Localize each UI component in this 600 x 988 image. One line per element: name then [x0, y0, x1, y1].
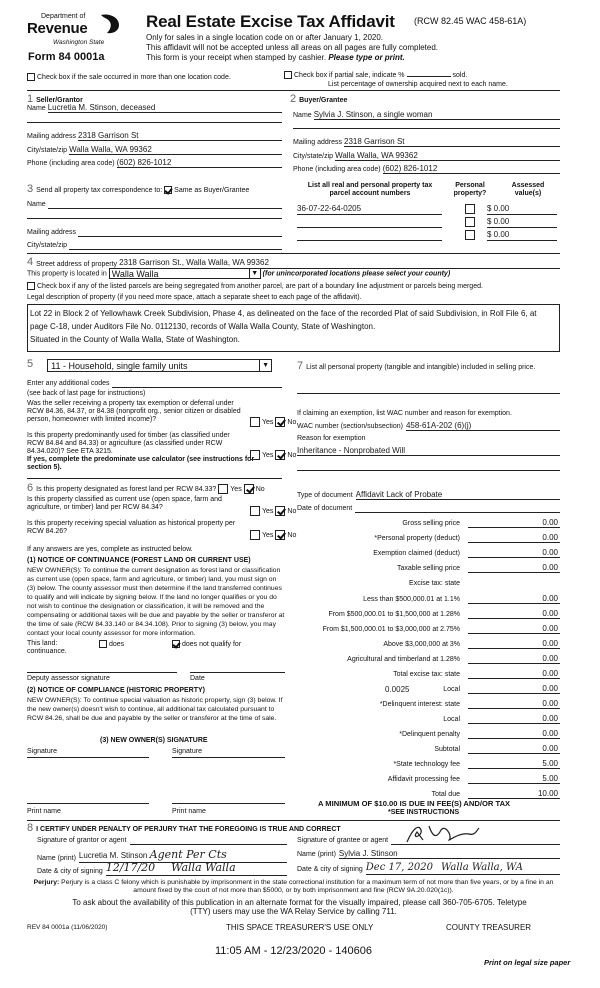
multi-location-checkbox[interactable]: [27, 73, 35, 81]
wa-logo-icon: [97, 13, 121, 35]
land-use-select[interactable]: 11 - Household, single family units ▼: [47, 359, 272, 372]
county-treasurer-label: COUNTY TREASURER: [446, 923, 532, 932]
deputy-date-label: Date: [190, 675, 205, 682]
reason-field[interactable]: Inheritance - Nonprobated Will: [297, 446, 560, 456]
timber-question: Is this property predominantly used for timber (as classified under RCW 84.84 and 84.33) or agriculture (as classified under RCW 84.34.020)? See ETA 3215. Yes No If yes, complete the predominate use calculator (see instructions for section 5).: [27, 432, 297, 472]
calc-value[interactable]: 0.00: [468, 639, 560, 649]
seller-phone-row: Phone (including area code) (602) 826-1012: [27, 158, 282, 168]
grantee-name-field[interactable]: Sylvia J. Stinson: [339, 849, 560, 859]
dept-line3: Washington State: [53, 39, 105, 46]
calc-value[interactable]: 0.00: [468, 609, 560, 619]
accessibility-note-2: (TTY) users may use the WA Relay Service by calling 711.: [190, 907, 397, 916]
buyer-heading: 2 Buyer/Grantee: [290, 93, 348, 105]
assessed-col-header: Assessed value(s): [511, 182, 545, 198]
deputy-signature-line[interactable]: [27, 672, 177, 673]
personal-property-checkbox[interactable]: [465, 204, 475, 214]
calc-value[interactable]: 10.00: [468, 789, 560, 799]
buyer-mailing-row: Mailing address 2318 Garrison St: [293, 137, 560, 147]
grantee-date-field[interactable]: Dec 17, 2020 Walla Walla, WA: [366, 862, 560, 875]
divider: [27, 478, 282, 479]
calc-value[interactable]: 0.00: [468, 684, 560, 694]
calc-label: Total excise tax: state: [393, 671, 460, 678]
partial-sold-label: sold.: [452, 71, 468, 79]
dept-line1: Department of: [41, 13, 86, 20]
personal-property-label: 7 List all personal property (tangible and intangible) included in selling price.: [297, 360, 536, 372]
calc-value[interactable]: 0.00: [468, 563, 560, 573]
grantor-signature-field[interactable]: [130, 836, 287, 845]
seller-name-field[interactable]: Lucretia M. Stinson, deceased: [48, 103, 282, 113]
does-not-checkbox[interactable]: [172, 640, 180, 648]
grantor-sig-row: Signature of grantor or agent: [37, 836, 287, 845]
perjury-note: Perjury: Perjury is a class C felony which is punishable by imprisonment in the state correctional institution for a maximum term of not more than five years, or by a fine in an amount fixed by the court of not more than $5000, or by both imprisonment and fine (RCW 9A.20.020(1c)).: [33, 879, 554, 894]
street-address-field[interactable]: 2318 Garrison St., Walla Walla, WA 99362: [119, 258, 560, 268]
legal-line: page C-18, under Auditors File No. 0112130, records of Walla Walla County, State of Washington.: [30, 322, 376, 331]
parcel-col-header: List all real and personal property tax parcel account numbers: [307, 182, 433, 198]
current-use-question: Is this property classified as current use (open space, farm and agriculture, or timber) land per RCW 84.34? Yes No: [27, 496, 297, 515]
divider: [27, 820, 560, 821]
grantor-date-row: Date & city of signing 12/17/20 Walla Walla: [37, 862, 287, 876]
corr-name-field[interactable]: [48, 200, 282, 209]
assessed-value-field[interactable]: $ 0.00: [487, 217, 557, 228]
seller-phone-field[interactable]: (602) 826-1012: [117, 158, 282, 168]
form-title-ref: (RCW 82.45 WAC 458-61A): [414, 16, 527, 26]
corr-line: [27, 218, 282, 219]
q1-yes-checkbox[interactable]: [250, 417, 260, 427]
deputy-signature-label: Deputy assessor signature: [27, 675, 110, 682]
form-number: Form 84 0001a: [28, 51, 105, 63]
parcel-row: [297, 230, 560, 242]
calc-label: Excise tax: state: [409, 580, 460, 587]
calc-label: Affidavit processing fee: [387, 776, 460, 783]
forest-question: 6 Is this property designated as forest land per RCW 84.33? Yes No: [27, 482, 265, 494]
owner-signature-line[interactable]: [172, 757, 285, 758]
accessibility-note-1: To ask about the availability of this publication in an alternate format for the visually impaired, please call 360-705-6705. Teletype: [72, 898, 527, 907]
q2-no-checkbox[interactable]: [275, 450, 285, 460]
corr-mailing-field[interactable]: [78, 228, 282, 237]
corr-name-row: Name: [27, 200, 282, 209]
local-rate: 0.0025: [385, 685, 410, 694]
calc-label: Local: [443, 686, 460, 693]
calc-value[interactable]: 0.00: [468, 729, 560, 739]
calc-label: Above $3,000,000 at 3%: [383, 641, 460, 648]
calc-label: Gross selling price: [402, 520, 460, 527]
located-label: This property is located in: [27, 270, 107, 278]
buyer-city-field[interactable]: Walla Walla, WA 99362: [335, 151, 560, 161]
seller-city-field[interactable]: Walla Walla, WA 99362: [69, 145, 282, 155]
calc-label: Total due: [431, 791, 460, 798]
legal-description-field[interactable]: [27, 304, 560, 352]
partial-note: List percentage of ownership acquired next to each name.: [328, 81, 508, 88]
grantor-name-field[interactable]: Lucretia M. Stinson Agent Per Cts: [79, 849, 287, 863]
legal-label: Legal description of property (if you need more space, attach a separate sheet to each page of the affidavit).: [27, 294, 362, 301]
calc-value[interactable]: 5.00: [468, 774, 560, 784]
print-name-label: Print name: [172, 808, 206, 815]
dor-logo: [27, 13, 127, 47]
divider: [27, 90, 560, 91]
notice-continuance-body: NEW OWNER(S): To continue the current designation as forest land or classification as current use (open space, farm and agriculture, or timber) land, you must sign on (3) below. The county assessor must then determine if the land transferred continues to qualify and will indicate by signing below. If the land no longer qualifies or you do not wish to continue the designation or classification, it will be removed and the compensating or additional taxes will be due and payable by the seller or transferor at the time of sale (RCW 84.33.140 or 84.34.108). Prior to signing (3) below, you may contact your local county assessor for more information.: [27, 567, 285, 637]
segregated-checkbox[interactable]: [27, 282, 35, 290]
wac-row: WAC number (section/subsection) 458-61A-202 (6)(j): [297, 421, 560, 431]
buyer-phone-row: Phone (including area code) (602) 826-1012: [293, 164, 560, 174]
calc-value[interactable]: 0.00: [468, 548, 560, 558]
calc-label: Agricultural and timberland at 1.28%: [347, 656, 460, 663]
chevron-down-icon[interactable]: ▼: [259, 360, 271, 371]
location-note: (for unincorporated locations please select your county): [262, 270, 451, 278]
legal-line: Situated in the County of Walla Walla, State of Washington.: [30, 335, 240, 344]
calc-value[interactable]: 5.00: [468, 759, 560, 769]
print-name-line[interactable]: [172, 803, 285, 804]
doc-date-row: Date of document: [297, 505, 560, 513]
historic-question: Is this property receiving special valuation as historical property per RCW 84.26? Yes No: [27, 520, 297, 539]
legal-size-note: Print on legal size paper: [484, 958, 571, 967]
buyer-name-line2: [293, 128, 560, 129]
cu-yes-checkbox[interactable]: [250, 506, 260, 516]
calc-label: *Delinquent interest: state: [379, 701, 460, 708]
print-name-label: Print name: [27, 808, 61, 815]
owner-signature-line[interactable]: [27, 757, 149, 758]
multi-location-label: Check box if the sale occurred in more than one location code.: [37, 73, 231, 81]
calc-value[interactable]: 0.00: [468, 669, 560, 679]
grantor-date-field[interactable]: 12/17/20 Walla Walla: [106, 862, 287, 876]
location-row: [27, 268, 560, 279]
parcel-row: [297, 217, 560, 229]
personal-property-checkbox[interactable]: [465, 230, 475, 240]
wac-number-field[interactable]: 458-61A-202 (6)(j): [406, 421, 560, 431]
additional-codes-field[interactable]: [112, 380, 283, 388]
chevron-down-icon[interactable]: ▼: [249, 269, 260, 278]
grantor-handwritten-note: Agent Per Cts: [149, 848, 227, 861]
q2-yes-checkbox[interactable]: [250, 450, 260, 460]
form-title: Real Estate Excise Tax Affidavit: [146, 12, 395, 31]
q1-no-checkbox[interactable]: [275, 417, 285, 427]
buyer-city-row: City/state/zip Walla Walla, WA 99362: [293, 151, 560, 161]
buyer-mailing-field[interactable]: 2318 Garrison St: [344, 137, 560, 147]
calc-value[interactable]: 0.00: [468, 624, 560, 634]
calc-value[interactable]: 0.00: [468, 594, 560, 604]
treasurer-use-label: THIS SPACE TREASURER'S USE ONLY: [226, 923, 374, 932]
grantor-name-row: Name (print) Lucretia M. Stinson Agent Per Cts: [37, 849, 287, 863]
codes-row: Enter any additional codes: [27, 380, 282, 388]
personal-col-header: Personal property?: [453, 182, 487, 198]
calc-label: Local: [443, 716, 460, 723]
buyer-phone-field[interactable]: (602) 826-1012: [383, 164, 560, 174]
header-note-3: This form is your receipt when stamped by cashier. Please type or print.: [146, 53, 405, 62]
seller-name-row: Name Lucretia M. Stinson, deceased: [27, 103, 282, 113]
calc-label: Less than $500,000.01 at 1.1%: [363, 596, 460, 603]
minimum-due-note: A MINIMUM OF $10.00 IS DUE IN FEE(S) AND/OR TAX: [318, 799, 511, 808]
calc-label: *State technology fee: [393, 761, 460, 768]
calc-value[interactable]: 0.00: [468, 699, 560, 709]
grantee-name-row: Name (print) Sylvia J. Stinson: [297, 849, 560, 859]
calc-label: *Personal property (deduct): [374, 535, 460, 542]
calc-value[interactable]: 0.00: [468, 744, 560, 754]
segregated-label: Check box if any of the listed parcels are being segregated from another parcel, are part of a boundary line adjustment or parcels being merged.: [37, 282, 483, 290]
exemption-label: If claiming an exemption, list WAC number and reason for exemption.: [297, 410, 512, 417]
revision-number: REV 84 0001a (11/06/2020): [27, 924, 108, 931]
same-as-buyer-checkbox[interactable]: [164, 186, 172, 194]
certify-statement: 8 I CERTIFY UNDER PENALTY OF PERJURY THAT THE FOREGOING IS TRUE AND CORRECT: [27, 822, 341, 834]
codes-note: (see back of last page for instructions): [27, 390, 146, 397]
land-qualify-row: This land: does does not qualify for continuance.: [27, 640, 242, 656]
forest-no-checkbox[interactable]: [244, 484, 254, 494]
street-row: 4 Street address of property 2318 Garrison St., Walla Walla, WA 99362: [27, 256, 560, 269]
header-note-2: This affidavit will not be accepted unless all areas on all pages are fully completed.: [146, 43, 439, 52]
receipt-stamp: 11:05 AM - 12/23/2020 - 140606: [215, 945, 372, 957]
seller-heading: 1 Seller/Grantor: [27, 93, 83, 105]
calc-label: Subtotal: [434, 746, 460, 753]
calc-value[interactable]: 0.00: [468, 518, 560, 528]
notice-compliance-body: NEW OWNER(S): To continue special valuation as historic property, sign (3) below. If the new owner(s) doesn't wish to continue, all additional tax calculated pursuant to RCW 84.26, shall be due and payable by the seller or transferor at the time of sale.: [27, 697, 283, 722]
signature-label: Signature: [172, 748, 202, 755]
reason-line2[interactable]: [297, 470, 560, 471]
calc-label: From $500,000.01 to $1,500,000 at 1.28%: [328, 611, 460, 618]
notice-compliance-heading: (2) NOTICE OF COMPLIANCE (HISTORIC PROPERTY): [27, 687, 205, 694]
dept-line2: Revenue: [27, 20, 88, 37]
legal-line: Lot 22 in Block 2 of Yellowhawk Creek Subdivision, Phase 4, as delineated on the face of the recorded Plat of said Subdivision, in Roll File 6, at: [30, 309, 537, 318]
parcel-number-field[interactable]: [297, 217, 442, 228]
seller-mailing-row: Mailing address 2318 Garrison St: [27, 131, 282, 141]
parcel-row: [297, 204, 560, 216]
multi-location-check[interactable]: [27, 73, 231, 82]
partial-sale-checkbox[interactable]: [284, 71, 292, 79]
doc-date-field[interactable]: [355, 505, 560, 513]
grantee-signature-field[interactable]: [391, 836, 560, 845]
sec6-instructions: If any answers are yes, complete as instructed below.: [27, 546, 193, 553]
header-note-3b: Please type or print.: [328, 53, 405, 62]
see-instructions-note: *SEE INSTRUCTIONS: [388, 809, 460, 816]
partial-sale-check[interactable]: [284, 71, 467, 80]
parcel-number-field[interactable]: [297, 230, 442, 241]
personal-property-line[interactable]: [297, 393, 560, 394]
hist-yes-checkbox[interactable]: [250, 530, 260, 540]
exemption-question: Was the seller receiving a property tax exemption or deferral under RCW 84.36, 84.37, or 84.38 (nonprofit org., senior citizen or disabled person, homeowner with limited income)? Yes No: [27, 400, 297, 426]
calc-value[interactable]: 0.00: [468, 654, 560, 664]
land-use-row: 5 11 - Household, single family units ▼: [27, 358, 272, 372]
segregated-check[interactable]: [27, 282, 562, 291]
does-checkbox[interactable]: [99, 640, 107, 648]
buyer-name-row: Name Sylvia J. Stinson, a single woman: [293, 110, 560, 120]
new-owner-sig-heading: (3) NEW OWNER(S) SIGNATURE: [100, 737, 208, 744]
divider: [27, 253, 560, 254]
forest-yes-checkbox[interactable]: [218, 484, 228, 494]
assessed-value-field[interactable]: $ 0.00: [487, 230, 557, 241]
corr-city-field[interactable]: [69, 241, 282, 250]
buyer-name-field[interactable]: Sylvia J. Stinson, a single woman: [314, 110, 560, 120]
same-as-buyer-label: Same as Buyer/Grantee: [174, 187, 250, 194]
calc-label: Taxable selling price: [396, 565, 460, 572]
doc-type-field[interactable]: Affidavit Lack of Probate: [356, 490, 560, 500]
seller-mailing-field[interactable]: 2318 Garrison St: [78, 131, 282, 141]
grantee-date-row: Date & city of signing Dec 17, 2020 Walla Walla, WA: [297, 862, 560, 875]
notice-continuance-heading: (1) NOTICE OF CONTINUANCE (FOREST LAND OR CURRENT USE): [27, 557, 251, 564]
doc-type-row: Type of document Affidavit Lack of Probate: [297, 490, 560, 500]
seller-city-row: City/state/zip Walla Walla, WA 99362: [27, 145, 282, 155]
parcel-number-field[interactable]: 36-07-22-64-0205: [297, 204, 442, 215]
header-note-1: Only for sales in a single location code on or after January 1, 2020.: [146, 33, 384, 42]
calc-value[interactable]: 0.00: [468, 714, 560, 724]
print-name-line[interactable]: [27, 803, 149, 804]
grantee-signature-scribble: [403, 822, 483, 844]
assessed-value-field[interactable]: $ 0.00: [487, 204, 557, 215]
cu-no-checkbox[interactable]: [275, 506, 285, 516]
deputy-date-line[interactable]: [190, 672, 285, 673]
hist-no-checkbox[interactable]: [275, 530, 285, 540]
calc-label: From $1,500,000.01 to $3,000,000 at 2.75%: [322, 626, 460, 633]
correspondence-label: Send all property tax correspondence to:: [36, 187, 163, 194]
corr-mailing-row: Mailing address: [27, 228, 282, 237]
location-select[interactable]: Walla Walla ▼: [109, 268, 261, 279]
personal-property-checkbox[interactable]: [465, 217, 475, 227]
seller-name-line2: [27, 122, 282, 123]
reason-label: Reason for exemption: [297, 435, 366, 442]
correspondence-row: 3 Send all property tax correspondence to: Same as Buyer/Grantee: [27, 183, 250, 195]
grantee-sig-row: Signature of grantee or agent: [297, 836, 560, 845]
corr-city-row: City/state/zip: [27, 241, 282, 250]
calc-value[interactable]: 0.00: [468, 533, 560, 543]
partial-sale-label: Check box if partial sale, indicate %: [294, 71, 405, 79]
calc-label: Exemption claimed (deduct): [373, 550, 460, 557]
signature-label: Signature: [27, 748, 57, 755]
calc-label: *Delinquent penalty: [399, 731, 460, 738]
